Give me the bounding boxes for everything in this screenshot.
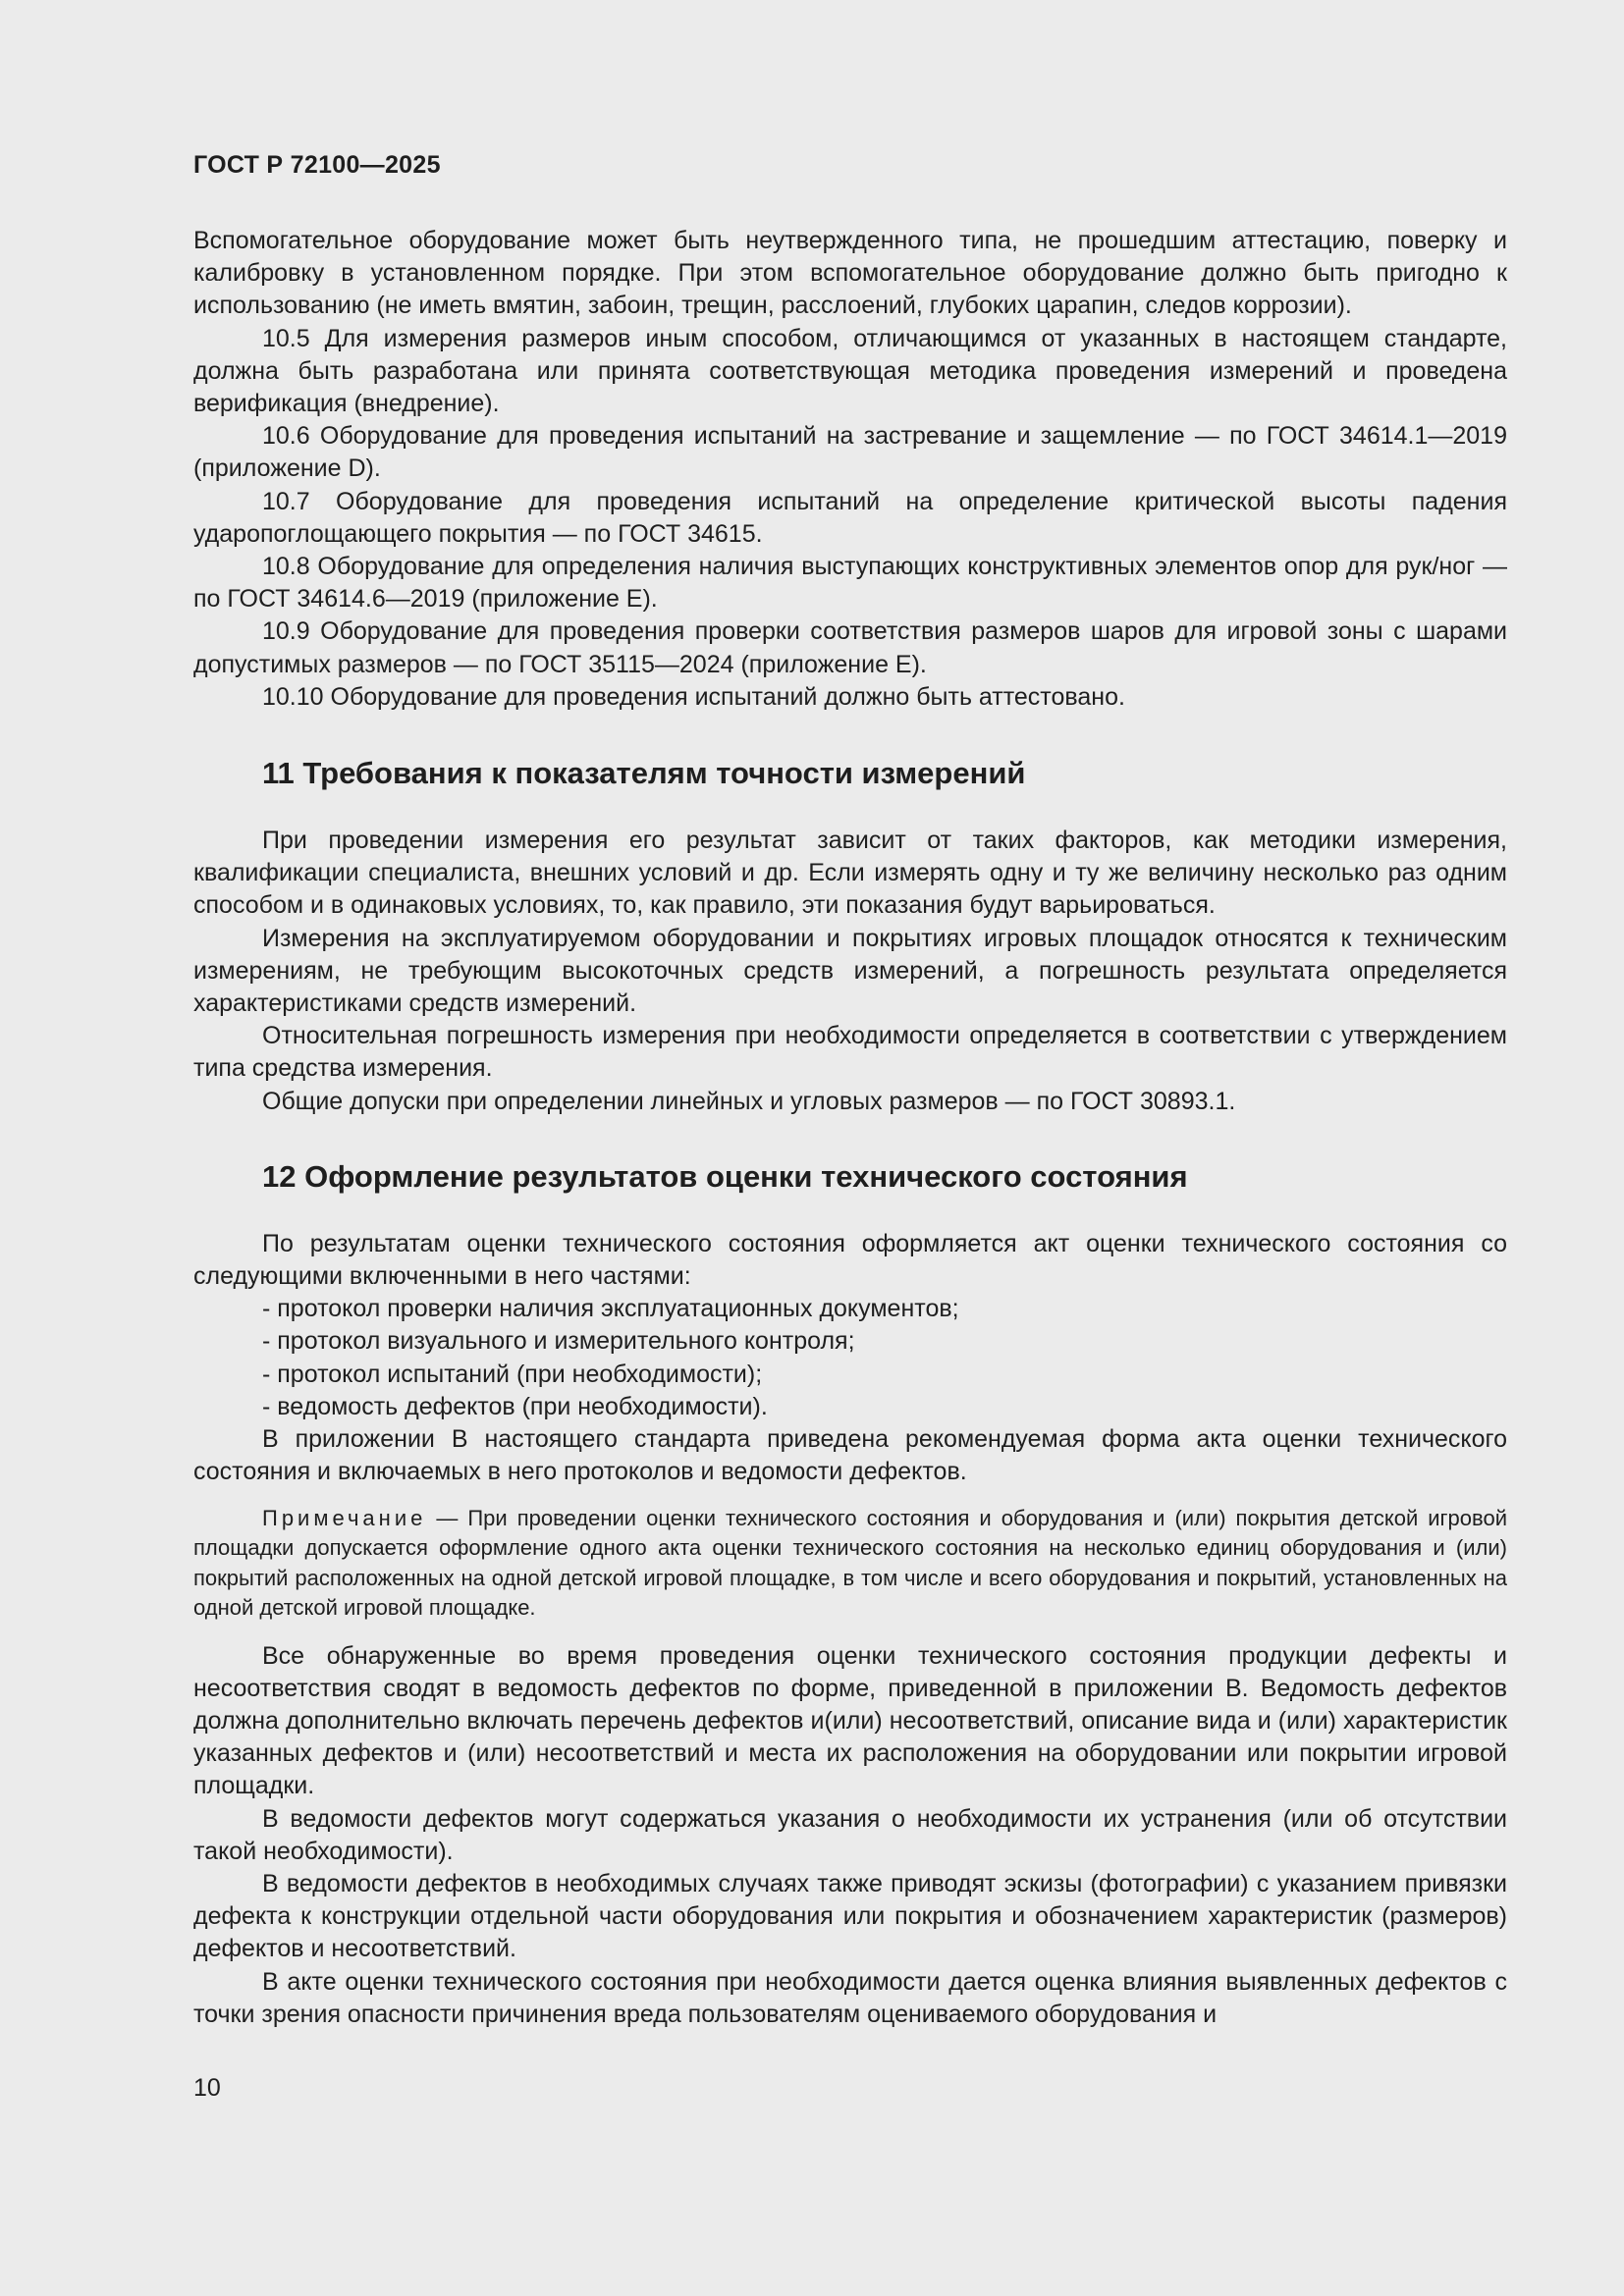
paragraph-10-8: 10.8 Оборудование для определения наличия выступающих конструктивных элементов опор для рук/ног — по ГОСТ 34614.6—2019 (приложение E).: [193, 553, 1507, 614]
act-parts-list: [193, 1293, 1507, 1423]
paragraph-10-10: 10.10 Оборудование для проведения испытаний должно быть аттестовано.: [262, 682, 1125, 711]
paragraph-12-6: В акте оценки технического состояния при необходимости дается оценка влияния выявленных дефектов с точки зрения опасности причинения вреда пользователям оцениваемого оборудования и: [193, 1967, 1507, 2028]
list-item: - протокол проверки наличия эксплуатационных документов;: [262, 1295, 959, 1323]
paragraph-12-5: В ведомости дефектов в необходимых случаях также приводят эскизы (фотографии) с указанием привязки дефекта к конструкции отдельной части оборудования или покрытия и обозначением характеристик (размеров) дефектов и несоответствий.: [193, 1869, 1507, 1963]
list-item: - протокол визуального и измерительного контроля;: [262, 1327, 855, 1356]
paragraph-11-4: Общие допуски при определении линейных и угловых размеров — по ГОСТ 30893.1.: [262, 1087, 1236, 1115]
note: [193, 1504, 1507, 1624]
paragraph-12-3: Все обнаруженные во время проведения оценки технического состояния продукции дефекты и несоответствия сводят в ведомость дефектов по форме, приведенной в приложении В. Ведомость дефектов должна дополнительно включать перечень дефектов и(или) несоответствий, описание вида и (или) характеристик указанных дефектов и (или) несоответствий и места их расположения на оборудовании или покрытии игровой площадки.: [193, 1641, 1507, 1800]
page-number: 10: [193, 2074, 221, 2102]
paragraph-11-2: Измерения на эксплуатируемом оборудовании и покрытиях игровых площадок относятся к техническим измерениям, не требующим высокоточных средств измерений, а погрешность результата определяется характеристиками средств измерений.: [193, 924, 1507, 1018]
note-label: Примечание: [262, 1505, 427, 1530]
paragraph-10-9: 10.9 Оборудование для проведения проверки соответствия размеров шаров для игровой зоны с шарами допустимых размеров — по ГОСТ 35115—2024 (приложение E).: [193, 617, 1507, 678]
paragraph-11-3: Относительная погрешность измерения при необходимости определяется в соответствии с утверждением типа средства измерения.: [193, 1022, 1507, 1083]
paragraph-10-6: 10.6 Оборудование для проведения испытаний на застревание и защемление — по ГОСТ 34614.1—2019 (приложение D).: [193, 422, 1507, 483]
note-text: — При проведении оценки технического состояния и оборудования и (или) покрытия детской игровой площадки допускается оформление одного акта оценки технического состояния на несколько единиц оборудования и (или) покрытий расположенных на одной детской игровой площадке, в том числе и всего оборудования и покрытий, установленных на одной детской игровой площадке.: [193, 1505, 1507, 1620]
paragraph-12-2: В приложении В настоящего стандарта приведена рекомендуемая форма акта оценки технического состояния и включаемых в него протоколов и ведомости дефектов.: [193, 1425, 1507, 1486]
document-header: ГОСТ Р 72100—2025: [193, 151, 441, 179]
paragraph-10-5: 10.5 Для измерения размеров иным способом, отличающимся от указанных в настоящем стандарте, должна быть разработана или принята соответствующая методика проведения измерений и проведена верификация (внедрение).: [193, 324, 1507, 418]
list-item: - протокол испытаний (при необходимости);: [262, 1360, 763, 1388]
section-12-title: 12 Оформление результатов оценки технического состояния: [262, 1158, 1188, 1194]
paragraph-10-7: 10.7 Оборудование для проведения испытаний на определение критической высоты падения ударопоглощающего покрытия — по ГОСТ 34615.: [193, 487, 1507, 548]
paragraph-12-4: В ведомости дефектов могут содержаться указания о необходимости их устранения (или об отсутствии такой необходимости).: [193, 1804, 1507, 1865]
paragraph-12-1: По результатам оценки технического состояния оформляется акт оценки технического состояния со следующими включенными в него частями:: [193, 1229, 1507, 1291]
paragraph-11-1: При проведении измерения его результат зависит от таких факторов, как методики измерения, квалификации специалиста, внешних условий и др. Если измерять одну и ту же величину несколько раз одним способом и в одинаковых условиях, то, как правило, эти показания будут варьироваться.: [193, 827, 1507, 920]
list-item: - ведомость дефектов (при необходимости).: [262, 1392, 768, 1420]
document-body: [193, 225, 1507, 2031]
paragraph-auxiliary-equipment: Вспомогательное оборудование может быть неутвержденного типа, не прошедшим аттестацию, поверку и калибровку в установленном порядке. При этом вспомогательное оборудование должно быть пригодно к использованию (не иметь вмятин, забоин, трещин, расслоений, глубоких царапин, следов коррозии).: [193, 227, 1507, 320]
section-11-title: 11 Требования к показателям точности измерений: [262, 756, 1026, 791]
